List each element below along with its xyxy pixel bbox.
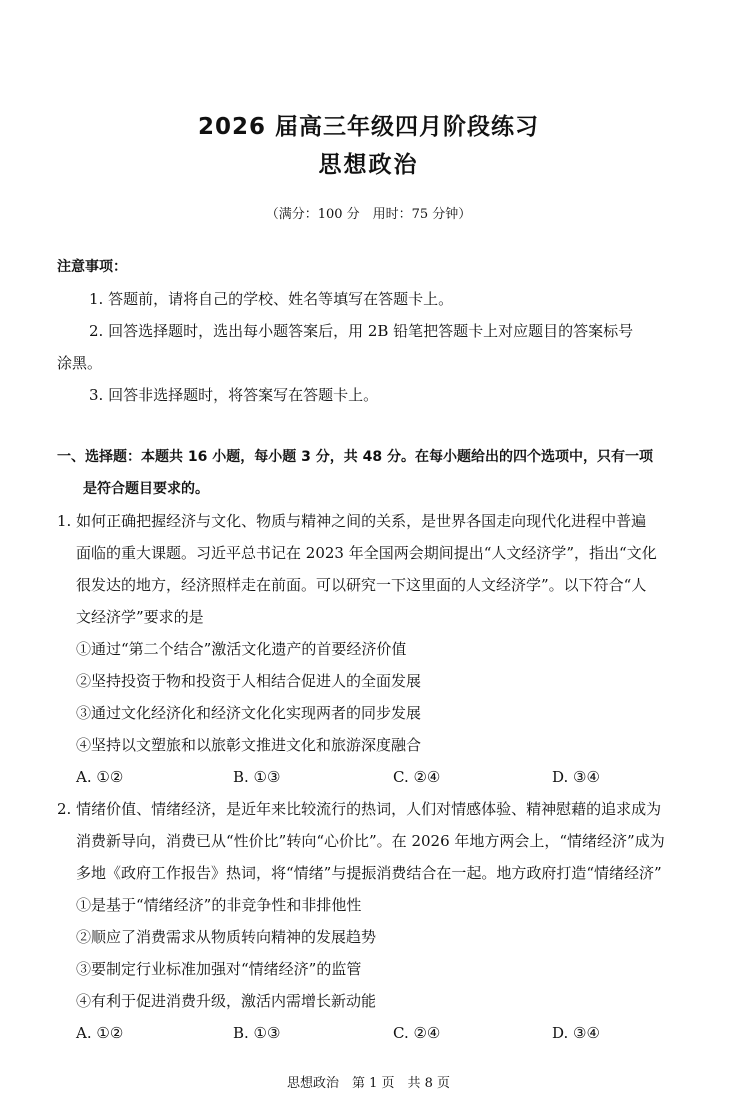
- notice-item-3: 3. 回答非选择题时，将答案写在答题卡上。: [89, 386, 379, 404]
- section-heading-cont: 是符合题目要求的。: [83, 481, 209, 497]
- q1-item: ③通过文化经济化和经济文化化实现两者的同步发展: [76, 704, 422, 722]
- q2-stem-line: 消费新导向，消费已从“性价比”转向“心价比”。在 2026 年地方两会上，“情绪经济”成为: [76, 832, 665, 850]
- q1-option-d: D. ③④: [552, 768, 600, 786]
- notice-item-2: 2. 回答选择题时，选出每小题答案后，用 2B 铅笔把答题卡上对应题目的答案标号: [89, 322, 634, 340]
- q2-stem-line: 2. 情绪价值、情绪经济，是近年来比较流行的热词，人们对情感体验、精神慰藉的追求成为: [57, 800, 662, 818]
- page-footer: 思想政治 第 1 页 共 8 页: [286, 1076, 451, 1091]
- notice-item-2-cont: 涂黑。: [57, 354, 103, 372]
- q1-option-b: B. ①③: [233, 768, 281, 786]
- notice-item-1: 1. 答题前，请将自己的学校、姓名等填写在答题卡上。: [89, 290, 454, 308]
- q2-option-c: C. ②④: [393, 1024, 441, 1042]
- q1-item: ①通过“第二个结合”激活文化遗产的首要经济价值: [76, 640, 407, 658]
- q2-item: ④有利于促进消费升级，激活内需增长新动能: [76, 992, 377, 1010]
- notice-heading: 注意事项：: [57, 259, 127, 275]
- q2-item: ③要制定行业标准加强对“情绪经济”的监管: [76, 960, 362, 978]
- q1-stem-line: 面临的重大课题。习近平总书记在 2023 年全国两会期间提出“人文经济学”，指出“文化: [76, 544, 657, 562]
- q2-stem-line: 多地《政府工作报告》热词，将“情绪”与提振消费结合在一起。地方政府打造“情绪经济”: [76, 864, 662, 882]
- section-heading: 一、选择题：本题共 16 小题，每小题 3 分，共 48 分。在每小题给出的四个选项中，只有一项: [57, 449, 653, 465]
- q1-option-c: C. ②④: [393, 768, 441, 786]
- q2-option-d: D. ③④: [552, 1024, 600, 1042]
- q1-option-a: A. ①②: [76, 768, 124, 786]
- exam-title: 2026 届高三年级四月阶段练习: [197, 114, 540, 140]
- q2-item: ②顺应了消费需求从物质转向精神的发展趋势: [76, 928, 377, 946]
- q1-item: ④坚持以文塑旅和以旅彰文推进文化和旅游深度融合: [76, 736, 422, 754]
- q1-stem-line: 很发达的地方，经济照样走在前面。可以研究一下这里面的人文经济学”。以下符合“人: [76, 576, 647, 594]
- subject-title: 思想政治: [318, 152, 419, 178]
- q2-option-b: B. ①③: [233, 1024, 281, 1042]
- q1-stem-line: 1. 如何正确把握经济与文化、物质与精神之间的关系，是世界各国走向现代化进程中普遍: [57, 512, 647, 530]
- q2-item: ①是基于“情绪经济”的非竞争性和非排他性: [76, 896, 362, 914]
- q1-item: ②坚持投资于物和投资于人相结合促进人的全面发展: [76, 672, 422, 690]
- q2-option-a: A. ①②: [76, 1024, 124, 1042]
- exam-meta: （满分：100 分 用时：75 分钟）: [265, 207, 472, 222]
- q1-stem-line: 文经济学”要求的是: [76, 608, 204, 626]
